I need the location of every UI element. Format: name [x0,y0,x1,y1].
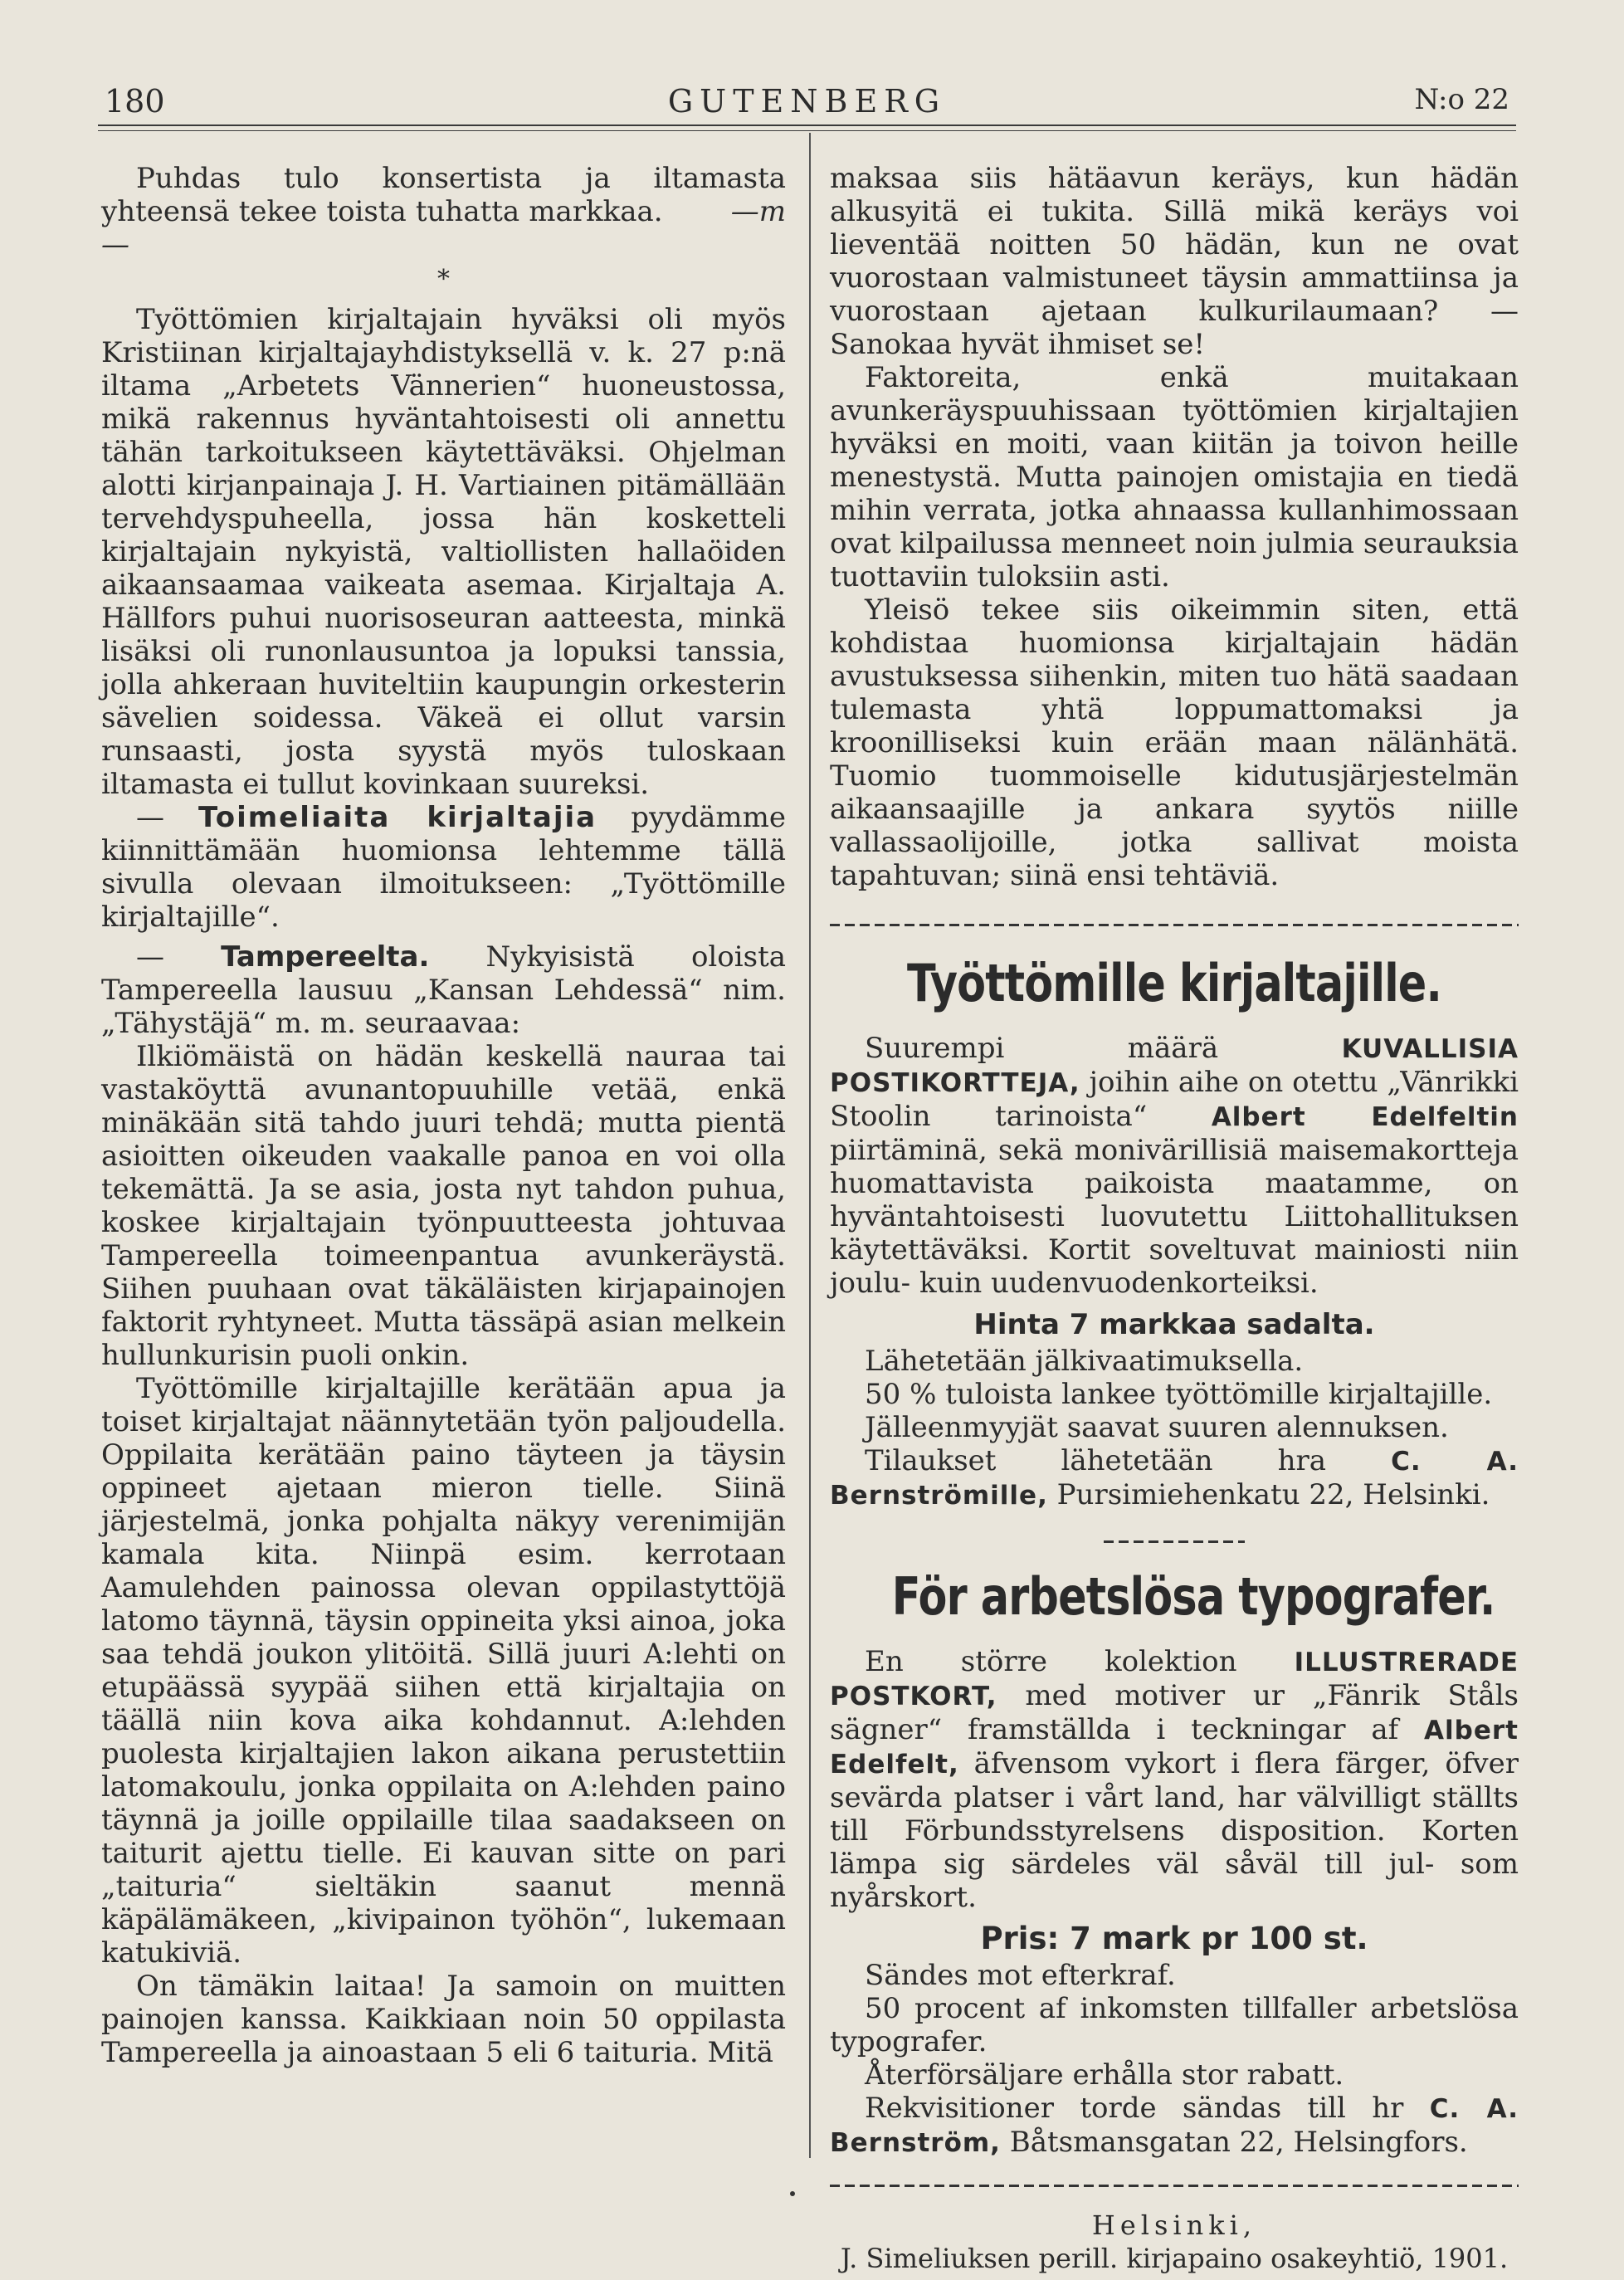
paragraph: On tämäkin laitaa! Ja samoin on muitten painojen kanssa. Kaikkiaan noin 50 oppilasta Tampereella ja ainoastaan 5 eli 6 taituria. Mitä [101,1970,786,2069]
paragraph: Ilkiömäistä on hädän keskellä nauraa tai vastaköyttä avunantopuuhille vetää, enkä minäkään sitä tahdo juuri tehdä; mutta pientä asioitten oikeuden vaakalle panoa en voi olla tekemättä. Ja se asia, josta nyt tahdon puhua, koskee kirjaltajain työnpuutteesta johtuvaa Tampereella toimeenpantua avunkeräystä. Siihen puuhaan ovat täkäläisten kirjapainojen faktorit ryhtyneet. Mutta tässäpä asian melkein hullunkurisin puoli onkin. [101,1040,786,1372]
imprint-city: Helsinki, [1091,2209,1257,2241]
header-rule [98,124,1516,126]
header-rule-thin [98,130,1516,131]
ornament-rule [830,2185,1519,2187]
ad-text: med motiver ur „Fänrik Ståls sägner“ framställda i teckningar af [830,1679,1519,1746]
ad-line: Lähetetään jälkivaatimuksella. [865,1345,1304,1378]
ad-line: 50 % tuloista lankee työttömille kirjaltajille. [865,1378,1493,1411]
ornament-rule-short [1104,1540,1245,1543]
ad-bold: ILLUSTRERADE POSTKORT, [830,1648,1519,1711]
ad-line: 50 procent af inkomsten tillfaller arbetslösa typografer. [830,1992,1519,2058]
ad-text: piirtäminä, sekä monivärillisiä maisemakortteja huomattavista paikoista maatamme, on hyväntahtoisesti luovutettu Liittohallituksen käytettäväksi. Kortit soveltuvat mainiosti niin joulu- kuin uudenvuodenkorteiksi. [830,1134,1519,1300]
ad-bold: Albert Edelfeltin [1211,1102,1519,1132]
ad-text: Tilaukset lähetetään hra [865,1444,1327,1477]
paragraph: Faktoreita, enkä muitakaan avunkeräyspuuhissaan työttömien kirjaltajien hyväksi en moiti, vaan kiitän ja toivon heille menestystä. Mutta painojen omistajia en tiedä mihin verrata, jotka ahnaassa kullanhimossaan ovat kilpailussa menneet noin julmia seurauksia tuottaviin tuloksiin asti. [830,361,1519,593]
ad-text: Båtsmansgatan 22, Helsingfors. [1009,2126,1468,2159]
masthead: GUTENBERG [667,83,947,120]
lead-tampere: Tampereelta. [221,940,430,974]
ad-text: joihin aihe on otettu „Vänrikki Stoolin tarinoista“ [830,1066,1519,1133]
ad-text: Rekvisitioner torde sändas till hr [865,2092,1404,2125]
ad-line: Återförsäljare erhålla stor rabatt. [865,2058,1344,2092]
page-number: 180 [105,83,165,120]
ad-line [830,1444,1519,1512]
ad-price: Pris: 7 mark pr 100 st. [980,1921,1368,1956]
ad-line: Jälleenmyyjät saavat suuren alennuksen. [865,1411,1449,1444]
tampere-text: Nykyisistä oloista Tampereella lausuu „Kansan Lehdessä“ nim. „Tähystäjä“ m. m. seuraavaa: [101,940,787,1040]
ad-line: Sändes mot efterkraf. [865,1959,1176,1992]
print-speck [790,2191,795,2196]
lead-toimeliaita: Toimeliaita kirjaltajia [198,801,597,834]
dash: — [136,940,164,974]
imprint-printer: J. Simeliuksen perill. kirjapaino osakeyhtiö, 1901. [840,2243,1509,2274]
ad-text: En större kolektion [865,1645,1237,1678]
issue-number: N:o 22 [1414,83,1509,116]
column-divider [809,133,811,2158]
paragraph: Työttömille kirjaltajille kerätään apua ja toiset kirjaltajat näännytetään työn paljoudella. Oppilaita kerätään paino täyteen ja täysin oppineet ajetaan mieron tielle. Siinä järjestelmä, jonka pohjalta näkyy verenimijän kamala kita. Niinpä esim. kerrotaan Aamulehden painossa olevan oppilastyttöjä latomo täynnä, täysin oppineita yksi ainoa, joka saa tehdä joukon ylitöitä. Sillä juuri A:lehti on etupäässä syypää siihen että kirjaltajia on täällä niin kova aika kohdannut. A:lehden puolesta kirjaltajien lakon aikana perustettiin latomakoulu, jonka oppilaita on A:lehden paino täynnä ja joille oppilaille tilaa saadakseen on taiturit ajettu tielle. Ei kauvan sitte on pari „taituria“ sieltäkin saanut mennä käpälämäkeen, „kivipainon työhön“, lukemaan katukiviä. [101,1372,786,1970]
left-column [101,162,786,2069]
dash: — [136,801,164,834]
page-header [98,76,1516,126]
ad-body [830,1645,1519,1914]
article-toimeliaita [101,801,786,934]
advertisement-finnish [830,953,1519,1512]
article-kristiina: Työttömien kirjaltajain hyväksi oli myös Kristiinan kirjaltajayhdistyksellä v. k. 27 p:nä iltama „Arbetets Vännerien“ huoneustossa, mikä rakennus hyväntahtoisesti oli annettu tähän tarkoitukseen käytettäväksi. Ohjelman alotti kirjanpainaja J. H. Vartiainen pitämällään tervehdyspuheella, jossa hän kosketteli kirjaltajain nykyistä, valtiollisten hallaöiden aikaansaamaa vaikeata asemaa. Kirjaltaja A. Hällfors puhui nuorisoseuran aatteesta, minkä lisäksi oli runonlausuntoa ja lopuksi tanssia, jolla ahkeraan huviteltiin kaupungin orkesterin sävelien soidessa. Väkeä ei ollut varsin runsaasti, josta syystä myös tuloskaan iltamasta ei tullut kovinkaan suureksi. [101,303,786,801]
signature: —m— [101,195,786,261]
advertisement-swedish [830,1566,1519,2160]
ad-text: Pursimiehenkatu 22, Helsinki. [1056,1478,1490,1511]
konsertti-text: Puhdas tulo konsertista ja iltamasta yhteensä tekee toista tuhatta markkaa. [101,162,786,228]
ad-body [830,1032,1519,1300]
imprint [830,2209,1519,2275]
ornament-rule [830,924,1519,926]
article-tampere [101,940,786,1040]
right-column [830,162,1519,2275]
ad-bold: KUVALLISIA POSTIKORTTEJA, [830,1034,1519,1098]
paragraph: maksaa siis hätäavun keräys, kun hädän alkusyitä ei tukita. Sillä mikä keräys voi lieventää noitten 50 hädän, kun ne ovat vuorostaan valmistuneet täysin ammattiinsa ja vuorostaan ajetaan kulkurilaumaan? — Sanokaa hyvät ihmiset se! [830,162,1519,361]
paragraph: Yleisö tekee siis oikeimmin siten, että kohdistaa huomionsa kirjaltajain hädän avustuksessa siihenkin, miten tuo hätä saadaan tulemasta yhtä loppumattomaksi ja kroonilliseksi kuin erään maan nälänhätä. Tuomio tuommoiselle kidutusjärjestelmän aikaansaajille ja ankara syytös niille vallassaolijoille, jotka sallivat moista tapahtuvan; siinä ensi tehtäviä. [830,593,1519,892]
article-konsertti [101,162,786,261]
ad-bold: Albert Edelfelt, [830,1716,1519,1780]
ad-bold: C. A. Bernströmille, [830,1447,1519,1511]
ad-price: Hinta 7 markkaa sadalta. [973,1308,1375,1341]
ad-bold: C. A. Bernström, [830,2094,1519,2158]
section-star: * [437,265,450,294]
ad-text: Suurempi määrä [865,1032,1219,1065]
ad-title: Työttömille kirjaltajille. [907,953,1441,1013]
ad-title: För arbetslösa typografer. [891,1566,1495,1627]
toimeliaita-text: pyydämme kiinnittämään huomionsa lehtemme tällä sivulla olevaan ilmoitukseen: „Työttömille kirjaltajille“. [101,801,787,934]
ad-line [830,2092,1519,2160]
ad-text: äfvensom vykort i flera färger, öfver sevärda platser i vårt land, har välvilligt ställts till Förbundsstyrelsens disposition. Korten lämpa sig särdeles väl såväl till jul- som nyårskort. [830,1747,1519,1914]
